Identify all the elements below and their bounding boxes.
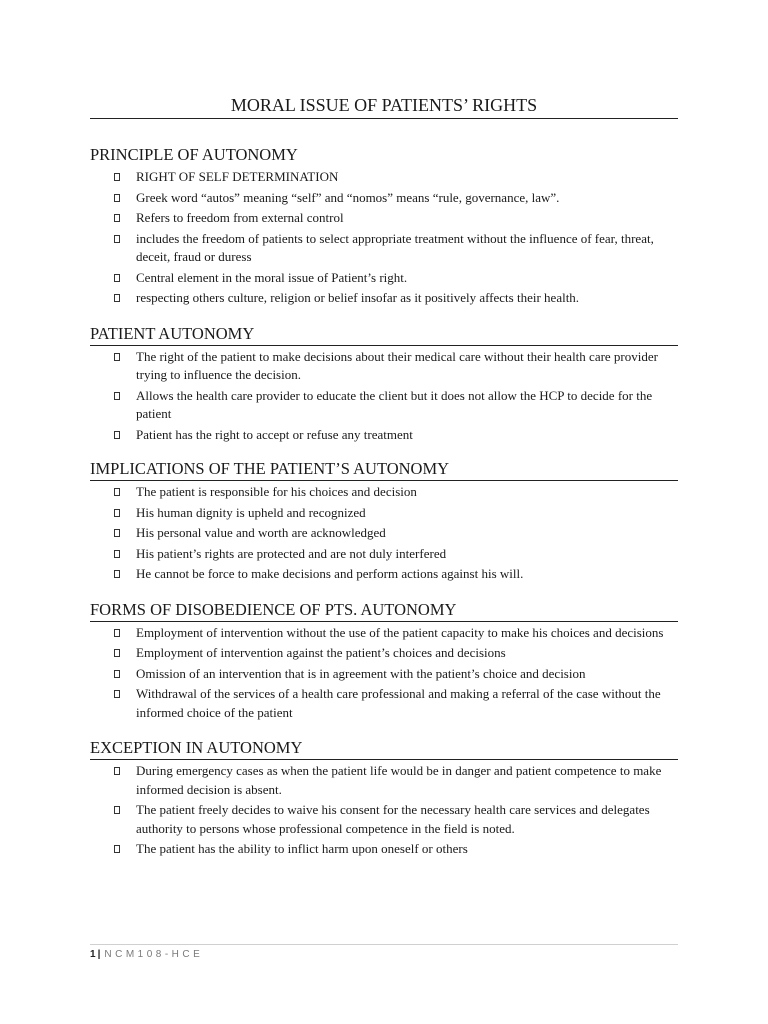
page-footer	[90, 944, 678, 960]
list-item: RIGHT OF SELF DETERMINATION	[136, 168, 678, 187]
footer-separator: |	[97, 949, 101, 960]
bullet-icon	[114, 353, 120, 361]
bullet-icon	[114, 529, 120, 537]
bullet-icon	[114, 294, 120, 302]
bullet-list	[90, 168, 678, 308]
list-item: Omission of an intervention that is in agreement with the patient’s choice and decision	[136, 665, 678, 684]
list-item: He cannot be force to make decisions and perform actions against his will.	[136, 565, 678, 584]
section-heading: PATIENT AUTONOMY	[90, 324, 678, 346]
bullet-icon	[114, 629, 120, 637]
list-item: The patient freely decides to waive his consent for the necessary health care services and delegates authority to persons whose professional competence in the field is noted.	[136, 801, 678, 838]
list-item: includes the freedom of patients to select appropriate treatment without the influence of fear, threat, deceit, fraud or duress	[136, 230, 678, 267]
section-heading: FORMS OF DISOBEDIENCE OF PTS. AUTONOMY	[90, 600, 678, 622]
bullet-icon	[114, 670, 120, 678]
bullet-icon	[114, 274, 120, 282]
bullet-icon	[114, 570, 120, 578]
bullet-icon	[114, 392, 120, 400]
bullet-icon	[114, 550, 120, 558]
bullet-icon	[114, 509, 120, 517]
list-item: Allows the health care provider to educate the client but it does not allow the HCP to decide for the patient	[136, 387, 678, 424]
bullet-icon	[114, 806, 120, 814]
section	[90, 738, 678, 859]
bullet-list	[90, 483, 678, 584]
list-item: His human dignity is upheld and recognized	[136, 504, 678, 523]
document-page	[90, 0, 678, 859]
list-item: The right of the patient to make decisions about their medical care without their health care provider trying to influence the decision.	[136, 348, 678, 385]
bullet-icon	[114, 845, 120, 853]
list-item: Central element in the moral issue of Patient’s right.	[136, 269, 678, 288]
section	[90, 145, 678, 308]
bullet-icon	[114, 767, 120, 775]
page-title: MORAL ISSUE OF PATIENTS’ RIGHTS	[90, 94, 678, 119]
list-item: respecting others culture, religion or belief insofar as it positively affects their health.	[136, 289, 678, 308]
bullet-icon	[114, 194, 120, 202]
list-item: His patient’s rights are protected and are not duly interfered	[136, 545, 678, 564]
section	[90, 459, 678, 584]
bullet-list	[90, 348, 678, 445]
list-item: Withdrawal of the services of a health care professional and making a referral of the case without the informed choice of the patient	[136, 685, 678, 722]
list-item: The patient is responsible for his choices and decision	[136, 483, 678, 502]
section-heading: PRINCIPLE OF AUTONOMY	[90, 145, 298, 164]
list-item: During emergency cases as when the patient life would be in danger and patient competence to make informed decision is absent.	[136, 762, 678, 799]
bullet-icon	[114, 173, 120, 181]
bullet-icon	[114, 235, 120, 243]
list-item: Refers to freedom from external control	[136, 209, 678, 228]
bullet-icon	[114, 649, 120, 657]
list-item: Employment of intervention against the patient’s choices and decisions	[136, 644, 678, 663]
course-code: NCM108-HCE	[104, 949, 204, 960]
list-item: The patient has the ability to inflict harm upon oneself or others	[136, 840, 678, 859]
section-heading: EXCEPTION IN AUTONOMY	[90, 738, 678, 760]
page-number: 1	[90, 949, 96, 960]
list-item: Employment of intervention without the use of the patient capacity to make his choices and decisions	[136, 624, 678, 643]
section	[90, 600, 678, 723]
bullet-icon	[114, 214, 120, 222]
section	[90, 324, 678, 445]
list-item: Greek word “autos” meaning “self” and “nomos” means “rule, governance, law”.	[136, 189, 678, 208]
list-item: Patient has the right to accept or refuse any treatment	[136, 426, 678, 445]
section-heading: IMPLICATIONS OF THE PATIENT’S AUTONOMY	[90, 459, 678, 481]
bullet-list	[90, 762, 678, 859]
bullet-icon	[114, 690, 120, 698]
list-item: His personal value and worth are acknowledged	[136, 524, 678, 543]
bullet-list	[90, 624, 678, 723]
bullet-icon	[114, 488, 120, 496]
bullet-icon	[114, 431, 120, 439]
